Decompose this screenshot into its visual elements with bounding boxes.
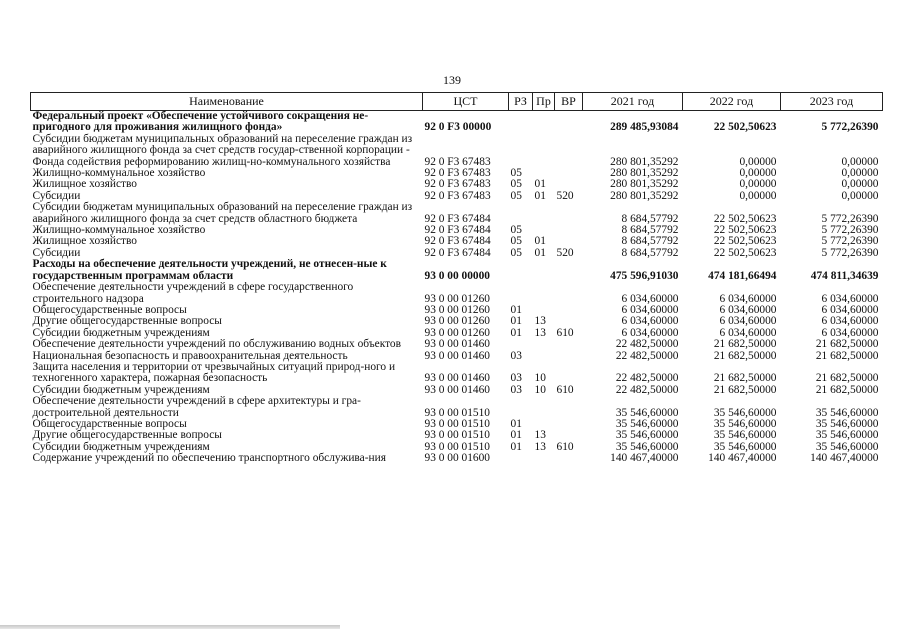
cell-name: Субсидии бюджетным учреждениям: [32, 440, 210, 453]
cell-y2021: 8 684,57792: [621, 246, 679, 259]
cell-cst: 93 0 00 00000: [424, 269, 490, 282]
header-vr: ВР: [555, 93, 583, 111]
cell-vr: 610: [556, 383, 574, 396]
cell-y2022: 0,00000: [739, 178, 777, 191]
cell-name: Обеспечение деятельности учреждений в сфере архитектуры и гра-достроительной деятельности: [32, 395, 361, 419]
cell-y2023: 21 682,50000: [815, 372, 879, 385]
cell-vr: [555, 305, 583, 316]
cell-vr: [555, 134, 583, 168]
cell-rz: [509, 396, 533, 419]
table-row: [31, 362, 883, 385]
cell-pr: 10: [534, 383, 546, 396]
cell-cst: 92 0 F3 67484: [424, 246, 491, 259]
cell-y2023: 140 467,40000: [810, 452, 879, 465]
cell-pr: 13: [534, 326, 546, 339]
cell-name: Жилищное хозяйство: [32, 178, 138, 191]
cell-vr: [555, 351, 583, 362]
cell-rz: 03: [510, 372, 522, 385]
cell-y2021: 475 596,91030: [610, 269, 679, 282]
cell-rz: 05: [510, 235, 522, 248]
cell-y2021: 280 801,35292: [610, 178, 679, 191]
table-row: [31, 316, 883, 327]
cell-y2023: 35 546,60000: [815, 429, 879, 442]
cell-rz: 05: [510, 167, 522, 180]
cell-name: Жилищно-коммунальное хозяйство: [32, 167, 206, 180]
cell-rz: [509, 282, 533, 305]
cell-vr: [555, 202, 583, 225]
header-rz: РЗ: [509, 93, 533, 111]
cell-y2021: 35 546,60000: [615, 440, 679, 453]
cell-name: Общегосударственные вопросы: [32, 417, 187, 430]
cell-y2023: 5 772,26390: [821, 235, 879, 248]
cell-cst: 92 0 F3 67483: [424, 167, 491, 180]
cell-y2022: 35 546,60000: [713, 406, 777, 419]
cell-y2023: 6 034,60000: [821, 303, 879, 316]
cell-vr: [555, 339, 583, 350]
cell-cst: 92 0 F3 67484: [424, 224, 491, 237]
cell-pr: [533, 259, 555, 282]
cell-rz: 01: [510, 326, 522, 339]
cell-y2021: 6 034,60000: [621, 303, 679, 316]
cell-y2021: 35 546,60000: [615, 429, 679, 442]
cell-y2022: 22 502,50623: [713, 212, 777, 225]
cell-cst: 93 0 00 01460: [424, 338, 490, 351]
table-row: [31, 453, 883, 464]
cell-cst: 93 0 00 01260: [424, 303, 490, 316]
cell-vr: 520: [556, 189, 574, 202]
cell-y2022: 0,00000: [739, 167, 777, 180]
cell-name: Другие общегосударственные вопросы: [32, 315, 222, 328]
cell-vr: [555, 225, 583, 236]
cell-cst: 92 0 F3 67484: [424, 212, 491, 225]
cell-y2021: 22 482,50000: [615, 349, 679, 362]
cell-rz: 05: [510, 189, 522, 202]
table-row: [31, 396, 883, 419]
cell-pr: [533, 111, 555, 134]
cell-pr: [533, 453, 555, 464]
cell-rz: 03: [510, 383, 522, 396]
cell-name: Субсидии бюджетным учреждениям: [32, 383, 210, 396]
cell-pr: 01: [534, 235, 546, 248]
cell-name: Жилищно-коммунальное хозяйство: [32, 224, 206, 237]
cell-rz: 05: [510, 178, 522, 191]
cell-y2023: 21 682,50000: [815, 383, 879, 396]
cell-cst: 93 0 00 01600: [424, 452, 490, 465]
cell-name: Защита населения и территории от чрезвычайных ситуаций природ-ного и техногенного характера, пожарная безопасность: [32, 360, 396, 385]
cell-y2021: 280 801,35292: [610, 167, 679, 180]
cell-y2023: 6 034,60000: [821, 292, 879, 305]
cell-y2022: 6 034,60000: [719, 315, 777, 328]
cell-pr: 13: [534, 315, 546, 328]
table-header-row: [31, 93, 883, 111]
cell-y2023: 0,00000: [841, 167, 879, 180]
cell-rz: 01: [510, 440, 522, 453]
cell-y2021: 35 546,60000: [615, 417, 679, 430]
cell-y2023: 6 034,60000: [821, 326, 879, 339]
cell-y2022: 22 502,50623: [713, 121, 777, 134]
cell-pr: 13: [534, 440, 546, 453]
cell-vr: [555, 396, 583, 419]
cell-cst: 93 0 00 01260: [424, 326, 490, 339]
table-body: [31, 111, 883, 465]
cell-y2023: 0,00000: [841, 178, 879, 191]
cell-y2022: 140 467,40000: [708, 452, 777, 465]
scan-edge-shadow: [0, 625, 340, 629]
cell-name: Субсидии: [32, 189, 81, 202]
cell-name: Жилищное хозяйство: [32, 235, 138, 248]
header-2023: 2023 год: [781, 93, 883, 111]
cell-y2022: 21 682,50000: [713, 383, 777, 396]
cell-y2021: 6 034,60000: [621, 326, 679, 339]
cell-y2022: 35 546,60000: [713, 429, 777, 442]
cell-rz: 01: [510, 315, 522, 328]
cell-y2022: 21 682,50000: [713, 349, 777, 362]
cell-rz: 01: [510, 429, 522, 442]
cell-y2023: 5 772,26390: [821, 224, 879, 237]
cell-y2022: 0,00000: [739, 155, 777, 168]
cell-vr: [555, 282, 583, 305]
cell-rz: 01: [510, 417, 522, 430]
cell-y2022: 474 181,66494: [708, 269, 777, 282]
cell-cst: 92 0 F3 67483: [424, 155, 491, 168]
cell-cst: 92 0 F3 67483: [424, 189, 491, 202]
cell-pr: 01: [534, 189, 546, 202]
cell-pr: [533, 134, 555, 168]
cell-y2023: 0,00000: [841, 155, 879, 168]
table-row: [31, 339, 883, 350]
cell-y2022: 35 546,60000: [713, 417, 777, 430]
cell-vr: [555, 111, 583, 134]
cell-y2022: 22 502,50623: [713, 224, 777, 237]
cell-pr: [533, 396, 555, 419]
cell-vr: [555, 259, 583, 282]
header-pr: Пр: [533, 93, 555, 111]
cell-y2023: 35 546,60000: [815, 406, 879, 419]
cell-pr: [533, 202, 555, 225]
cell-pr: 10: [534, 372, 546, 385]
cell-y2023: 35 546,60000: [815, 417, 879, 430]
cell-vr: 520: [556, 246, 574, 259]
cell-y2021: 22 482,50000: [615, 383, 679, 396]
cell-y2023: 474 811,34639: [810, 269, 879, 282]
table-row: [31, 282, 883, 305]
cell-y2022: 6 034,60000: [719, 292, 777, 305]
cell-y2022: 22 502,50623: [713, 235, 777, 248]
cell-y2022: 21 682,50000: [713, 372, 777, 385]
cell-rz: [509, 202, 533, 225]
cell-cst: 93 0 00 01510: [424, 429, 490, 442]
cell-pr: 01: [534, 246, 546, 259]
table-row: [31, 202, 883, 225]
cell-y2023: 5 772,26390: [821, 246, 879, 259]
cell-y2023: 5 772,26390: [821, 212, 879, 225]
cell-y2021: 8 684,57792: [621, 235, 679, 248]
cell-cst: 93 0 00 01510: [424, 417, 490, 430]
cell-rz: 05: [510, 224, 522, 237]
cell-name: Общегосударственные вопросы: [32, 303, 187, 316]
cell-vr: 610: [556, 326, 574, 339]
table-row: [31, 259, 883, 282]
cell-y2021: 35 546,60000: [615, 406, 679, 419]
cell-cst: 92 0 F3 67484: [424, 235, 491, 248]
cell-y2022: 0,00000: [739, 189, 777, 202]
cell-name: Субсидии: [32, 246, 81, 259]
cell-name: Обеспечение деятельности учреждений в сфере государственного строительного надзора: [32, 281, 354, 305]
cell-vr: [555, 168, 583, 179]
cell-rz: 05: [510, 246, 522, 259]
cell-vr: [555, 362, 583, 385]
cell-rz: 01: [510, 303, 522, 316]
cell-y2022: 6 034,60000: [719, 326, 777, 339]
cell-y2023: 21 682,50000: [815, 338, 879, 351]
cell-rz: [509, 134, 533, 168]
cell-y2022: 21 682,50000: [713, 338, 777, 351]
cell-y2021: 22 482,50000: [615, 338, 679, 351]
cell-cst: 93 0 00 01260: [424, 292, 490, 305]
cell-y2021: 6 034,60000: [621, 315, 679, 328]
cell-name: Национальная безопасность и правоохранительная деятельность: [32, 349, 348, 362]
cell-cst: 92 0 F3 00000: [424, 121, 492, 134]
cell-cst: 93 0 00 01460: [424, 383, 490, 396]
cell-y2021: 8 684,57792: [621, 224, 679, 237]
header-cst: ЦСТ: [423, 93, 509, 111]
cell-name: Федеральный проект «Обеспечение устойчивого сокращения не-пригодного для проживания жилищного фонда»: [32, 110, 369, 134]
cell-y2022: 22 502,50623: [713, 246, 777, 259]
cell-y2021: 140 467,40000: [610, 452, 679, 465]
cell-rz: [509, 259, 533, 282]
cell-name: Субсидии бюджетным учреждениям: [32, 326, 210, 339]
cell-pr: [533, 282, 555, 305]
header-name: Наименование: [31, 93, 423, 111]
cell-cst: 93 0 00 01510: [424, 406, 490, 419]
cell-name: Обеспечение деятельности учреждений по обслуживанию водных объектов: [32, 338, 402, 351]
cell-y2021: 280 801,35292: [610, 155, 679, 168]
cell-vr: [555, 419, 583, 430]
header-2021: 2021 год: [583, 93, 683, 111]
cell-rz: 03: [510, 349, 522, 362]
cell-y2022: 6 034,60000: [719, 303, 777, 316]
cell-name: Содержание учреждений по обеспечению транспортного обслужива-ния: [32, 452, 386, 465]
cell-pr: 01: [534, 178, 546, 191]
cell-pr: [533, 339, 555, 350]
cell-vr: [555, 453, 583, 464]
cell-vr: [555, 316, 583, 327]
cell-y2023: 35 546,60000: [815, 440, 879, 453]
cell-cst: 93 0 00 01460: [424, 372, 490, 385]
cell-y2022: 35 546,60000: [713, 440, 777, 453]
page-number: 139: [443, 73, 461, 87]
cell-cst: 92 0 F3 67483: [424, 178, 491, 191]
cell-y2021: 280 801,35292: [610, 189, 679, 202]
cell-y2023: 5 772,26390: [821, 121, 879, 134]
cell-pr: 13: [534, 429, 546, 442]
cell-cst: 93 0 00 01460: [424, 349, 490, 362]
cell-y2021: 8 684,57792: [621, 212, 679, 225]
cell-vr: 610: [556, 440, 574, 453]
cell-cst: 93 0 00 01260: [424, 315, 490, 328]
cell-y2023: 6 034,60000: [821, 315, 879, 328]
table-row: [31, 134, 883, 168]
cell-name: Субсидии бюджетам муниципальных образований на переселение граждан из аварийного жилищного фонда за счет средств государ-ственной корпорации - Фонда содействия реформированию жилищ-но-коммунального хозяйства: [32, 132, 413, 168]
cell-y2021: 289 485,93084: [610, 121, 679, 134]
cell-name: Расходы на обеспечение деятельности учреждений, не отнесен-ные к государственным программам области: [32, 258, 387, 282]
cell-y2021: 6 034,60000: [621, 292, 679, 305]
cell-name: Другие общегосударственные вопросы: [32, 429, 222, 442]
cell-y2023: 21 682,50000: [815, 349, 879, 362]
cell-rz: [509, 111, 533, 134]
cell-cst: 93 0 00 01510: [424, 440, 490, 453]
header-2022: 2022 год: [683, 93, 781, 111]
cell-rz: [509, 453, 533, 464]
cell-rz: [509, 339, 533, 350]
table-row: [31, 111, 883, 134]
cell-name: Субсидии бюджетам муниципальных образований на переселение граждан из аварийного жилищного фонда за счет средств областного бюджета: [32, 201, 413, 225]
cell-pr: [533, 351, 555, 362]
budget-table: [30, 92, 883, 465]
cell-y2023: 0,00000: [841, 189, 879, 202]
cell-y2021: 22 482,50000: [615, 372, 679, 385]
